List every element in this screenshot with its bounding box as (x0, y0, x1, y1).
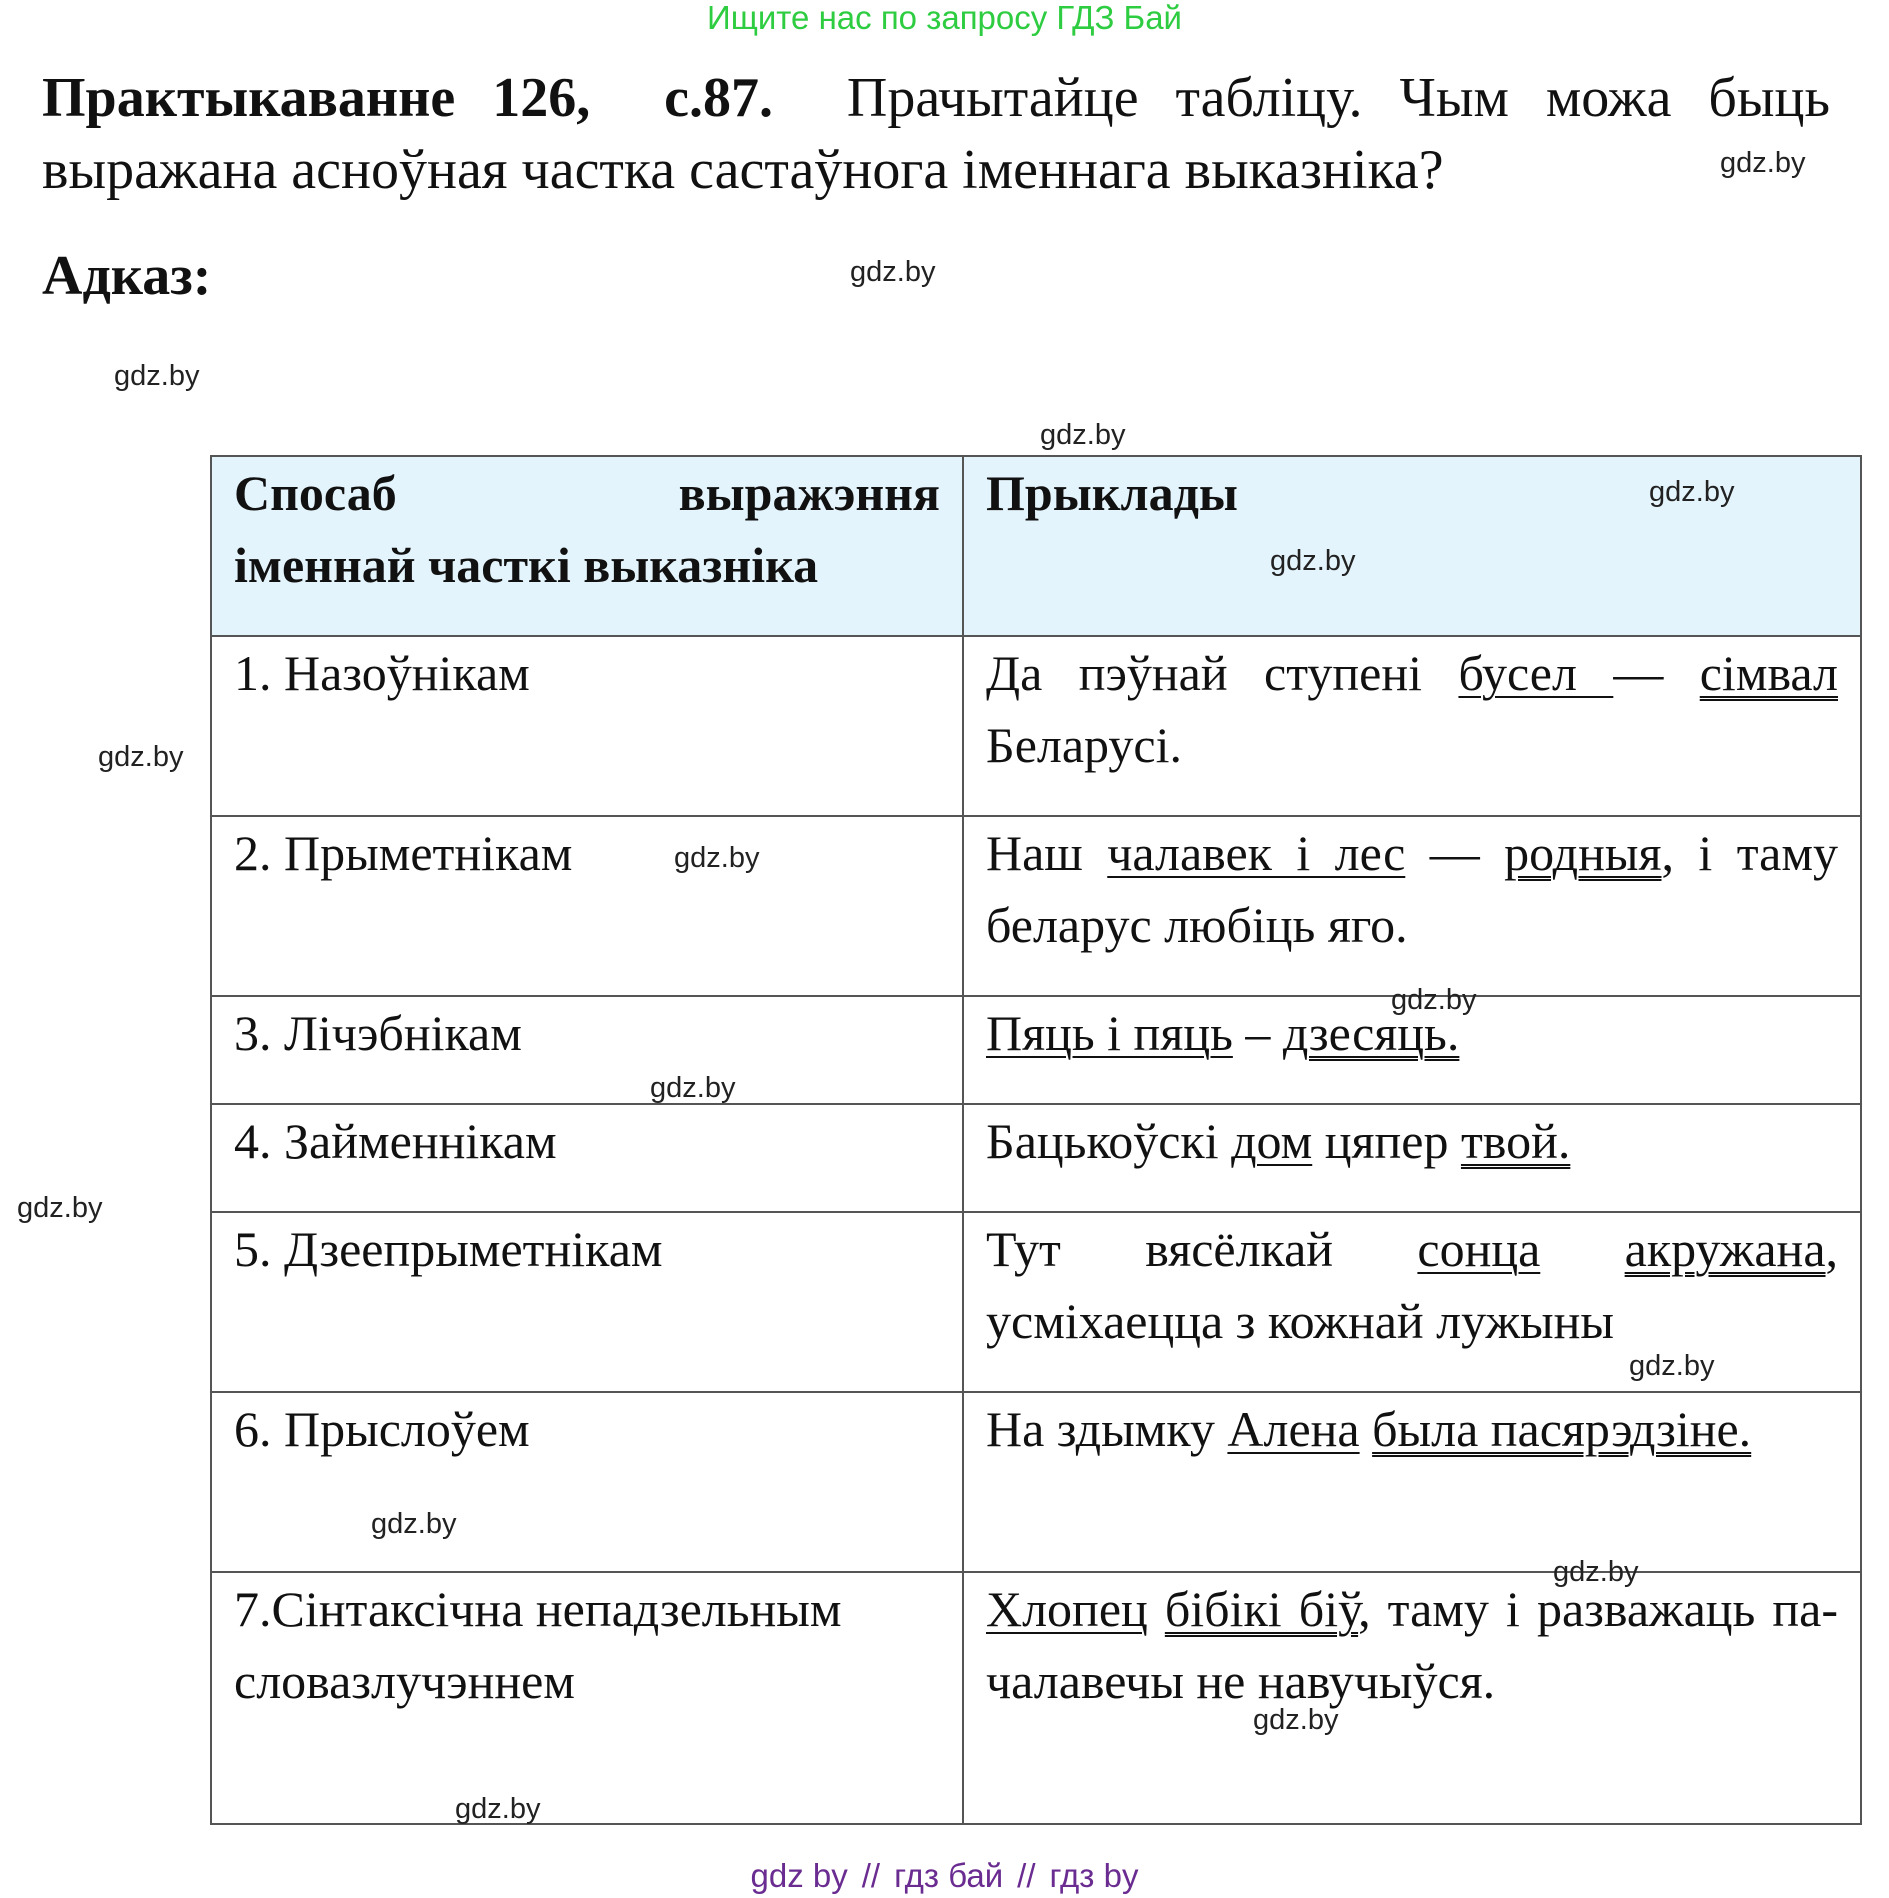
method-cell: 1. Назоўнікам (211, 636, 963, 816)
table-row (211, 1104, 1861, 1212)
example-text: Наш (986, 825, 1108, 881)
predicate-double-underlined: дзесяць. (1282, 1005, 1460, 1061)
table-row (211, 816, 1861, 996)
watermark: gdz.by (1253, 1704, 1339, 1736)
predicate-double-underlined: сімвал (1699, 645, 1838, 701)
example-text: — (1613, 645, 1700, 701)
example-cell (963, 1572, 1861, 1824)
predicate-double-underlined: была пасярэдзіне. (1372, 1401, 1752, 1457)
table-header-row (211, 456, 1861, 636)
example-text: , усміхаецца з кожнай лужыны (986, 1221, 1839, 1349)
example-cell (963, 1212, 1861, 1392)
method-cell: 2. Прыметнікам (211, 816, 963, 996)
footer-part3: гдз by (1049, 1857, 1139, 1894)
subject-underlined: чалавек і лес (1107, 825, 1406, 881)
watermark: gdz.by (17, 1192, 103, 1224)
watermark: gdz.by (650, 1072, 736, 1104)
example-text: , і таму беларус любіць яго. (986, 825, 1839, 953)
method-cell: 4. Займеннікам (211, 1104, 963, 1212)
example-text: Да пэўнай ступені (986, 645, 1459, 701)
header-method-word1: Спосаб (234, 465, 397, 521)
example-cell (963, 636, 1861, 816)
table-body (211, 636, 1861, 1824)
predicate-double-underlined: бібікі біў (1164, 1581, 1359, 1637)
task-question: Прачытайце табліцу. Чым можа быць выражана асноўная частка састаўнога іменнага выказніка? (42, 67, 1831, 201)
method-cell: 3. Лічэбнікам (211, 996, 963, 1104)
task-statement (42, 62, 1830, 206)
example-cell (963, 1104, 1861, 1212)
header-method-line2: іменнай часткі выказніка (234, 537, 819, 593)
table-row (211, 996, 1861, 1104)
watermark: gdz.by (1720, 147, 1806, 179)
example-text (1360, 1401, 1373, 1457)
watermark: gdz.by (98, 741, 184, 773)
watermark: gdz.by (455, 1793, 541, 1825)
example-text: , таму і разважаць па-чалавечы не навучыўся. (986, 1581, 1838, 1709)
watermark: gdz.by (674, 842, 760, 874)
watermark: gdz.by (371, 1508, 457, 1540)
watermark: gdz.by (114, 360, 200, 392)
subject-underlined: Алена (1227, 1401, 1360, 1457)
footer (0, 1858, 1889, 1894)
subject-underlined: бусел (1458, 645, 1614, 701)
page-reference: с.87. (664, 67, 773, 129)
example-text: На здымку (986, 1401, 1228, 1457)
watermark: gdz.by (1040, 419, 1126, 451)
example-text: Беларусі. (986, 717, 1182, 773)
exercise-number: Практыкаванне 126, (42, 67, 591, 129)
table-row (211, 1392, 1861, 1572)
predicate-double-underlined: родныя (1504, 825, 1662, 881)
example-text: Бацькоўскі (986, 1113, 1232, 1169)
example-text: Тут вясёлкай (986, 1221, 1418, 1277)
predicate-double-underlined: акружана (1624, 1221, 1826, 1277)
example-cell (963, 1392, 1861, 1572)
answer-label: Адказ: (42, 245, 212, 307)
watermark: gdz.by (1553, 1556, 1639, 1588)
footer-separator: // (861, 1857, 881, 1894)
example-cell (963, 816, 1861, 996)
method-cell: 5. Дзеепрыметнікам (211, 1212, 963, 1392)
table-row (211, 1212, 1861, 1392)
footer-part2: гдз бай (894, 1857, 1004, 1894)
table-row (211, 1572, 1861, 1824)
method-cell: 7.Сінтаксічна непадзельным словазлучэннем (211, 1572, 963, 1824)
example-text: — (1405, 825, 1505, 881)
method-cell: 6. Прыслоўем (211, 1392, 963, 1572)
watermark: gdz.by (1391, 984, 1477, 1016)
header-method-line1 (234, 457, 940, 529)
predicate-double-underlined: твой. (1460, 1113, 1571, 1169)
watermark: gdz.by (850, 256, 936, 288)
header-examples: Прыклады (963, 456, 1861, 636)
example-text (1148, 1581, 1165, 1637)
footer-part1: gdz by (750, 1857, 848, 1894)
grammar-table (210, 455, 1862, 1825)
subject-underlined: Пяць і пяць (986, 1005, 1233, 1061)
example-text: цяпер (1312, 1113, 1461, 1169)
header-method-word2: выражэння (678, 465, 940, 521)
subject-underlined: Хлопец (986, 1581, 1148, 1637)
example-text (1540, 1221, 1624, 1277)
top-banner: Ищите нас по запросу ГДЗ Бай (707, 0, 1182, 36)
footer-separator: // (1017, 1857, 1036, 1894)
header-method (211, 456, 963, 636)
subject-underlined: дом (1231, 1113, 1313, 1169)
watermark: gdz.by (1649, 476, 1735, 508)
table-row (211, 636, 1861, 816)
example-text: – (1232, 1005, 1283, 1061)
watermark: gdz.by (1270, 545, 1356, 577)
subject-underlined: сонца (1417, 1221, 1541, 1277)
watermark: gdz.by (1629, 1350, 1715, 1382)
